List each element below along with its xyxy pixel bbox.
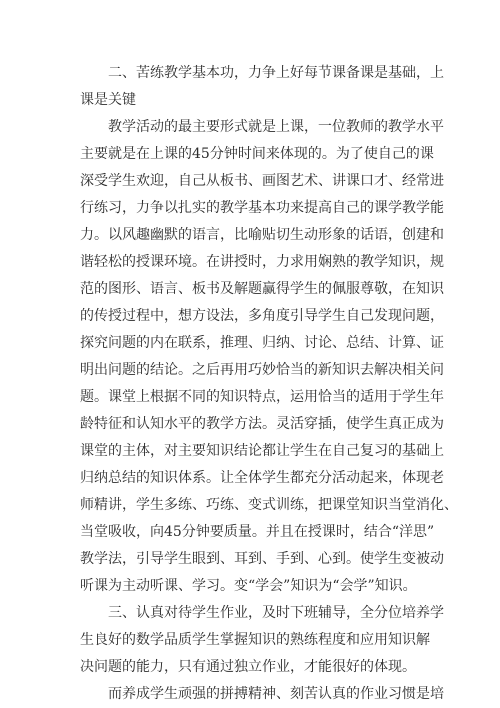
paragraph-2-line-11: 题。课堂上根据不同的知识特点，运用恰当的适用于学生年 [80, 389, 444, 405]
paragraph-4-line-1: 而养成学生顽强的拼搏精神、刻苦认真的作业习惯是培 [108, 686, 444, 702]
paragraph-1-line-1: 二、苦练教学基本功，力争上好每节课备课是基础，上 [108, 65, 444, 81]
paragraph-3-line-1: 三、认真对待学生作业，及时下班辅导，全分位培养学 [108, 605, 444, 621]
paragraph-2-line-5: 力。以风趣幽默的语言，比喻贴切生动形象的话语，创建和 [80, 227, 444, 243]
paragraph-3-line-2: 生良好的数学品质学生掌握知识的熟练程度和应用知识解 [80, 632, 430, 648]
paragraph-3-line-3: 决问题的能力，只有通过独立作业，才能很好的体现。 [80, 659, 416, 675]
paragraph-2-line-13: 课堂的主体，对主要知识结论都让学生在自己复习的基础上 [80, 443, 444, 459]
paragraph-2-line-2: 主要就是在上课的45分钟时间来体现的。为了使自己的课 [80, 146, 434, 162]
document-page [80, 60, 458, 708]
paragraph-2-line-7: 范的图形、语言、板书及解题赢得学生的佩服尊敬，在知识 [80, 281, 444, 297]
paragraph-2-line-1: 教学活动的最主要形式就是上课，一位教师的教学水平 [108, 119, 444, 135]
paragraph-2-line-4: 行练习，力争以扎实的教学基本功来提高自己的课学教学能 [80, 200, 444, 216]
paragraph-2-line-16: 当堂吸收，向45分钟要质量。并且在授课时，结合“洋思” [80, 524, 435, 540]
paragraph-2-line-9: 探究问题的内在联系，推理、归纳、讨论、总结、计算、证 [80, 335, 444, 351]
paragraph-2-line-3: 深受学生欢迎，自己从板书、画图艺术、讲课口才、经常进 [80, 173, 444, 189]
paragraph-2-line-8: 的传授过程中，想方设法，多角度引导学生自己发现问题， [80, 308, 444, 324]
paragraph-2-line-10: 明出问题的结论。之后再用巧妙恰当的新知识去解决相关问 [80, 362, 444, 378]
paragraph-1-line-2: 课是关键 [80, 92, 136, 108]
paragraph-2-line-18: 听课为主动听课、学习。变“学会”知识为“会学”知识。 [80, 578, 417, 594]
paragraph-2-line-6: 谐轻松的授课环境。在讲授时，力求用娴熟的教学知识，规 [80, 254, 444, 270]
paragraph-2-line-17: 教学法，引导学生眼到、耳到、手到、心到。使学生变被动 [80, 551, 444, 567]
paragraph-2-line-14: 归纳总结的知识体系。让全体学生都充分活动起来，体现老 [80, 470, 444, 486]
paragraph-2-line-15: 师精讲，学生多练、巧练、变式训练，把课堂知识当堂消化、 [80, 497, 458, 513]
paragraph-2-line-12: 龄特征和认知水平的教学方法。灵活穿插，使学生真正成为 [80, 416, 444, 432]
